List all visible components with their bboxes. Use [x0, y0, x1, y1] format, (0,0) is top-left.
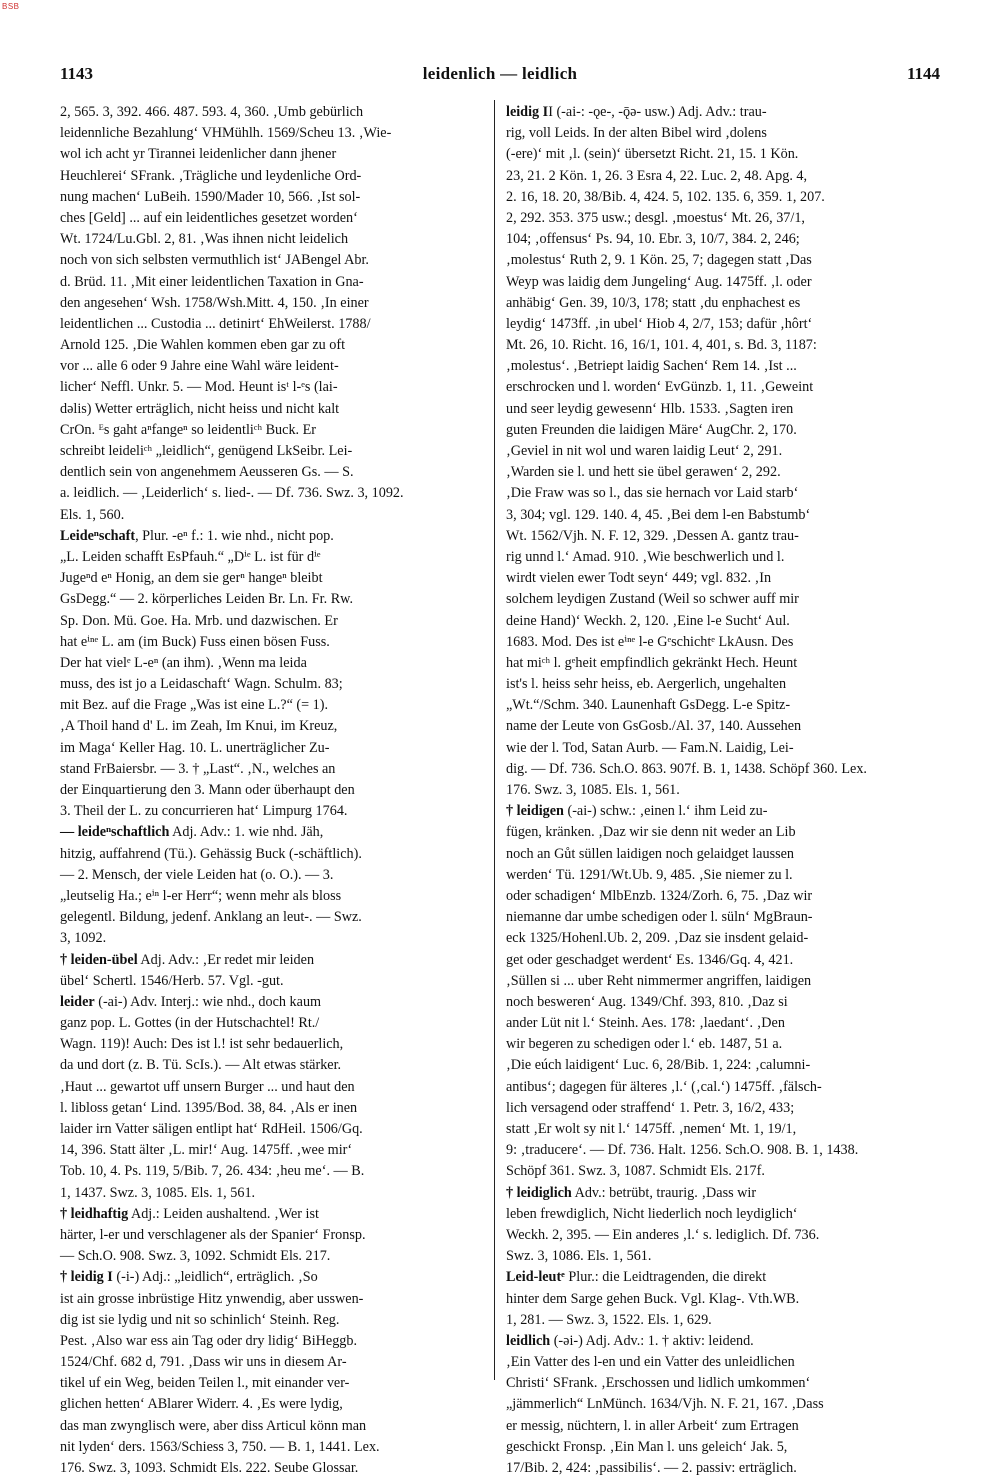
- text-line: dəlis) Wetter erträglich, nicht heiss und nicht kalt: [60, 400, 340, 417]
- text-line: oder schadigen‘ MlbEnzb. 1324/Zorh. 6, 75. ‚Daz wir: [506, 887, 813, 904]
- text-line: da und dort (z. B. Tü. ScIs.). — Alt etwas stärker.: [60, 1057, 342, 1074]
- text-line: 1, 1437. Swz. 3, 1085. Els. 1, 561.: [60, 1184, 256, 1201]
- text-line: GsDegg.“ — 2. körperliches Leiden Br. Ln. Fr. Rw.: [60, 591, 354, 608]
- headword: † leidiglich: [506, 1184, 572, 1201]
- left-column: [60, 102, 478, 1476]
- text-line: † leidig I (-i-) Adj.: „leidlich“, erträglich. ‚So: [60, 1269, 318, 1286]
- text-line: und seer leydig gewesenn‘ Hlb. 1533. ‚Sagten iren: [506, 400, 794, 417]
- text-line: nit lyden‘ ders. 1563/Schiess 3, 750. — B. 1, 1441. Lex.: [60, 1438, 380, 1455]
- text-line: wol ich acht yr Tirannei leidenlicher dann jhener: [60, 146, 337, 163]
- text-line: leidig II (-ai-: -ǫe-, -ǭə- usw.) Adj. Adv.: trau-: [506, 104, 767, 120]
- text-line: ‚Süllen si ... uber Reht nimmermer angriffen, laidigen: [506, 972, 812, 989]
- text-line: ‚Geviel in nit wol und waren laidig Leut‘ 2, 291.: [506, 443, 783, 459]
- headword: † leidhaftig: [60, 1205, 129, 1222]
- text-line: ‚Haut ... gewartot uff unsern Burger ... und haut den: [60, 1078, 355, 1095]
- text-line: wirdt vielen ewer Todt seyn‘ 449; vgl. 832. ‚In: [506, 570, 772, 587]
- text-line: ‚molestus‘ Ruth 2, 9. 1 Kön. 25, 7; dagegen statt ‚Das: [506, 252, 812, 269]
- text-line: ‚Warden sie l. und hett sie übel gerawen‘ 2, 292.: [506, 464, 781, 481]
- text-line: guten Freunden die laidigen Märe‘ AugChr. 2, 170.: [506, 421, 797, 438]
- headword: leider: [60, 993, 95, 1010]
- headword: † leidigen: [506, 803, 564, 820]
- headword: — leideⁿschaftlich: [60, 824, 170, 841]
- text-line: werden‘ Tü. 1291/Wt.Ub. 9, 485. ‚Sie niemer zu l.: [506, 866, 793, 883]
- text-line: erschrocken und l. worden‘ EvGünzb. 1, 11. ‚Geweint: [506, 379, 814, 396]
- page-header: [60, 64, 940, 90]
- text-line: laider irn Vatter säligen entlipt hat‘ RdHeil. 1506/Gq.: [60, 1121, 363, 1137]
- text-line: — 2. Mensch, der viele Leiden hat (o. O.). — 3.: [60, 866, 334, 883]
- text-line: Mt. 26, 10. Richt. 16, 16/1, 101. 4, 401, s. Bd. 3, 1187:: [506, 337, 817, 354]
- text-line: dig ist sie lydig und nit so schinlich‘ Steinh. Reg.: [60, 1311, 340, 1328]
- text-line: anhäbig‘ Gen. 39, 10/3, 178; statt ‚du enphachest es: [506, 294, 801, 311]
- text-line: † leidigen (-ai-) schw.: ‚einen l.‘ ihm Leid zu-: [506, 803, 768, 820]
- text-line: 1, 281. — Swz. 3, 1522. Els. 1, 629.: [506, 1311, 712, 1328]
- library-stamp: BSB: [2, 2, 20, 11]
- text-line: Wt. 1562/Vjh. N. F. 12, 329. ‚Dessen A. gantz trau-: [506, 527, 799, 544]
- text-line: ‚A Thoil hand d' L. im Zeah, Im Knui, im Kreuz,: [60, 718, 338, 735]
- text-line: Swz. 3, 1086. Els. 1, 561.: [506, 1248, 652, 1265]
- text-line: get oder geschadget werdent‘ Es. 1346/Gq. 4, 421.: [506, 951, 794, 968]
- text-line: leidentlichen ... Custodia ... detinirt‘ EhWeilerst. 1788/: [60, 315, 371, 332]
- right-column: [506, 102, 924, 1476]
- text-line: 2, 292. 353. 375 usw.; desgl. ‚moestus‘ Mt. 26, 37/1,: [506, 209, 805, 226]
- text-line: im Maga‘ Keller Hag. 10. L. unerträglicher Zu-: [60, 739, 330, 756]
- text-line: Der hat vielᵉ L-eⁿ (an ihm). ‚Wenn ma leida: [60, 654, 307, 671]
- text-line: stand FrBaiersbr. — 3. † „Last“. ‚N., welches an: [60, 760, 336, 777]
- text-line: name der Leute von GsGosb./Al. 37, 140. Aussehen: [506, 718, 802, 735]
- text-line: Pest. ‚Also war ess ain Tag oder dry lidig‘ BiHeggb.: [60, 1332, 358, 1349]
- text-line: dentlich sein von angenehmem Aeusseren Gs. — S.: [60, 464, 354, 481]
- text-line: ‚Die eúch laidigent‘ Luc. 6, 28/Bib. 1, 224: ‚calumni-: [506, 1057, 811, 1074]
- text-line: hinter dem Sarge gehen Buck. Vgl. Klag-. Vth.WB.: [506, 1290, 800, 1307]
- text-line: 1683. Mod. Des ist eⁱⁿᵉ l-e Gᵉschichtᵉ LkAusn. Des: [506, 633, 794, 650]
- text-line: Schöpf 361. Swz. 3, 1087. Schmidt Els. 217f.: [506, 1163, 765, 1180]
- text-line: ist ain grosse inbrüstige Hitz ynwendig, aber usswen-: [60, 1290, 364, 1307]
- text-line: er messig, nüchtern, l. in aller Arbeit‘ zum Ertragen: [506, 1417, 799, 1434]
- text-line: ist's l. heiss sehr heiss, eb. Aergerlich, ungehalten: [506, 676, 787, 693]
- text-line: leidennliche Bezahlung‘ VHMühlh. 1569/Scheu 13. ‚Wie-: [60, 125, 392, 142]
- text-line: † leidhaftig Adj.: Leiden aushaltend. ‚Wer ist: [60, 1205, 319, 1222]
- text-line: 1524/Chf. 682 d, 791. ‚Dass wir uns in diesem Ar-: [60, 1354, 347, 1371]
- running-title: leidenlich — leidlich: [422, 64, 578, 83]
- text-line: ‚Die Fraw was so l., das sie hernach vor Laid starb‘: [506, 485, 799, 502]
- text-line: † leidiglich Adv.: betrübt, traurig. ‚Dass wir: [506, 1184, 757, 1201]
- text-line: Jugeⁿd eⁿ Honig, an dem sie gerⁿ hangeⁿ bleibt: [60, 570, 323, 587]
- headword: leidlich: [506, 1332, 551, 1349]
- right-page-number: 1144: [906, 64, 940, 83]
- headword: † leidig I: [60, 1269, 113, 1286]
- text-line: rig, voll Leids. In der alten Bibel wird ‚dolens: [506, 125, 767, 142]
- text-line: 14, 396. Statt älter ‚L. mir!‘ Aug. 1475ff. ‚wee mir‘: [60, 1142, 353, 1159]
- text-line: a. leidlich. — ‚Leiderlich‘ s. lied-. — Df. 736. Swz. 3, 1092.: [60, 485, 404, 502]
- text-line: muss, des ist jo a Leidaschaft‘ Wagn. Schulm. 83;: [60, 676, 343, 693]
- text-line: Wagn. 119)! Auch: Des ist l.! ist sehr bedauerlich,: [60, 1036, 344, 1053]
- text-line: härter, l-er und verschlagener als der Spanier‘ Fronsp.: [60, 1226, 366, 1243]
- text-line: 9: ‚traducere‘. — Df. 736. Halt. 1256. Sch.O. 908. B. 1, 1438.: [506, 1142, 859, 1159]
- text-line: ches [Geld] ... auf ein leidentliches gesetzet worden‘: [60, 209, 358, 226]
- text-line: fügen, kränken. ‚Daz wir sie denn nit weder an Lib: [506, 824, 796, 841]
- text-line: Sp. Don. Mü. Goe. Ha. Mrb. und dazwischen. Er: [60, 612, 338, 629]
- text-line: hat eⁱⁿᵉ L. am (im Buck) Fuss einen bösen Fuss.: [60, 633, 330, 650]
- left-page-number: 1143: [60, 64, 94, 83]
- text-line: eck 1325/Hohenl.Ub. 2, 209. ‚Daz sie insdent gelaid-: [506, 930, 809, 947]
- text-line: noch besweren‘ Aug. 1349/Chf. 393, 810. ‚Daz si: [506, 993, 788, 1010]
- text-line: glichen hetten‘ ABlarer Widerr. 4. ‚Es were lydig,: [60, 1396, 343, 1413]
- text-line: Wt. 1724/Lu.Gbl. 2, 81. ‚Was ihnen nicht leidelich: [60, 231, 349, 248]
- text-line: hitzig, auffahrend (Tü.). Gehässig Buck (-schäftlich).: [60, 845, 362, 862]
- text-line: der Einquartierung den 3. Mann oder überhaupt den: [60, 782, 355, 798]
- text-line: leben frewdiglich, Nicht liederlich noch leydiglich‘: [506, 1205, 798, 1222]
- text-line: l. libloss getan‘ Lind. 1395/Bod. 38, 84. ‚Als er inen: [60, 1099, 358, 1116]
- text-line: übel‘ Schertl. 1546/Herb. 57. Vgl. -gut.: [60, 972, 284, 989]
- text-line: licher‘ Neffl. Unkr. 5. — Mod. Heunt isᵗ l-ᵉs (lai-: [60, 379, 338, 396]
- text-line: (-ere)‘ mit ‚l. (sein)‘ übersetzt Richt. 21, 15. 1 Kön.: [506, 146, 799, 163]
- text-line: ander Lüt nit l.‘ Steinh. Aes. 178: ‚laedant‘. ‚Den: [506, 1015, 785, 1032]
- text-line: 176. Swz. 3, 1085. Els. 1, 561.: [506, 782, 680, 798]
- text-line: „L. Leiden schafft EsPfauh.“ „Dⁱᵉ L. ist für dⁱᵉ: [60, 548, 321, 565]
- text-line: 3, 304; vgl. 129. 140. 4, 45. ‚Bei dem l-en Babstumb‘: [506, 506, 811, 523]
- text-line: ‚molestus‘. ‚Betriept laidig Sachen‘ Rem 14. ‚Ist ...: [506, 358, 797, 375]
- text-line: leydig‘ 1473ff. ‚in ubel‘ Hiob 4, 2/7, 153; dafür ‚hôrt‘: [506, 315, 813, 332]
- text-line: deine Hand)‘ Weckh. 2, 120. ‚Eine l-e Sucht‘ Aul.: [506, 612, 790, 629]
- text-line: Weyp was laidig dem Jungeling‘ Aug. 1475ff. ‚l. oder: [506, 273, 812, 290]
- text-line: Leideⁿschaft, Plur. -eⁿ f.: 1. wie nhd., nicht pop.: [60, 527, 334, 544]
- text-line: leidlich (-əi-) Adj. Adv.: 1. † aktiv: leidend.: [506, 1332, 754, 1349]
- text-line: — leideⁿschaftlich Adj. Adv.: 1. wie nhd. Jäh,: [60, 824, 324, 841]
- text-line: ‚Ein Vatter des l-en und ein Vatter des unleidlichen: [506, 1354, 795, 1371]
- text-line: Leid-leutᵉ Plur.: die Leidtragenden, die direkt: [506, 1269, 767, 1286]
- text-line: rig unnd l.‘ Amad. 910. ‚Wie beschwerlich und l.: [506, 548, 785, 565]
- text-line: niemanne dar umbe schedigen oder l. süln‘ MgBraun-: [506, 909, 813, 926]
- text-line: mit Bez. auf die Frage „Was ist eine L.?“ (= 1).: [60, 697, 329, 714]
- text-line: Heuchlerei‘ SFrank. ‚Trägliche und leydenliche Ord-: [60, 167, 362, 184]
- text-line: „leutselig Ha.; eⁱⁿ l-er Herr“; wenn mehr als bloss: [60, 887, 342, 904]
- text-line: lich versagend oder straffend‘ 1. Petr. 3, 16/2, 433;: [506, 1099, 795, 1116]
- headword: † leiden-übel: [60, 951, 138, 968]
- text-line: den angesehen‘ Wsh. 1758/Wsh.Mitt. 4, 150. ‚In einer: [60, 294, 369, 311]
- text-line: Weckh. 2, 395. — Ein anderes ‚l.‘ s. lediglich. Df. 736.: [506, 1226, 820, 1243]
- text-line: CrOn. ᴱs gaht aⁿfangeⁿ so leidentliᶜʰ Buck. Er: [60, 421, 317, 438]
- text-line: 3, 1092.: [60, 930, 107, 947]
- text-line: Tob. 10, 4. Ps. 119, 5/Bib. 7, 26. 434: ‚heu me‘. — B.: [60, 1163, 365, 1180]
- text-line: gelegentl. Bildung, jedenf. Anklang an leut-. — Swz.: [60, 909, 362, 926]
- text-line: noch von sich selbsten vermuthlich ist‘ JABengel Abr.: [60, 252, 369, 269]
- text-line: 2, 565. 3, 392. 466. 487. 593. 4, 360. ‚Umb gebürlich: [60, 104, 364, 120]
- text-line: 104; ‚offensus‘ Ps. 94, 10. Ebr. 3, 10/7, 384. 2, 246;: [506, 231, 800, 248]
- text-line: das man zwynglisch were, aber diss Articul könn man: [60, 1417, 367, 1434]
- text-line: „jämmerlich“ LnMünch. 1634/Vjh. N. F. 21, 167. ‚Dass: [506, 1396, 824, 1413]
- text-line: schreibt leideliᶜʰ „leidlich“, genügend LkSeibr. Lei-: [60, 443, 353, 459]
- text-line: statt ‚Er wolt sy nit l.‘ 1475ff. ‚nemen‘ Mt. 1, 19/1,: [506, 1121, 797, 1137]
- text-line: 17/Bib. 2, 424: ‚passibilis‘. — 2. passiv: erträglich.: [506, 1460, 797, 1476]
- text-line: 3. Theil der L. zu concurrieren hat‘ Limpurg 1764.: [60, 803, 348, 820]
- text-line: 2. 16, 18. 20, 38/Bib. 4, 424. 5, 102. 135. 6, 359. 1, 207.: [506, 188, 825, 205]
- text-line: tikel uf ein Weg, beiden Teilen l., mit einander ver-: [60, 1375, 350, 1392]
- text-line: † leiden-übel Adj. Adv.: ‚Er redet mir leiden: [60, 951, 315, 968]
- text-line: wir begeren zu schedigen oder l.‘ eb. 1487, 51 a.: [506, 1036, 783, 1053]
- headword: Leideⁿschaft: [60, 527, 136, 544]
- text-line: noch an Gůt süllen laidigen noch gelaidget laussen: [506, 845, 795, 862]
- text-line: 23, 21. 2 Kön. 1, 26. 3 Esra 4, 22. Luc. 2, 48. Apg. 4,: [506, 167, 808, 184]
- headword: leidig I: [506, 104, 549, 120]
- text-line: hat miᶜʰ l. gᵉheit empfindlich gekränkt Hech. Heunt: [506, 654, 798, 671]
- text-line: — Sch.O. 908. Swz. 3, 1092. Schmidt Els. 217.: [60, 1248, 331, 1265]
- text-line: leider (-ai-) Adv. Interj.: wie nhd., doch kaum: [60, 993, 322, 1010]
- headword: Leid-leutᵉ: [506, 1269, 565, 1286]
- text-line: nung machen‘ LuBeih. 1590/Mader 10, 566. ‚Ist sol-: [60, 188, 361, 205]
- text-line: geschickt Fronsp. ‚Ein Man l. uns geleich‘ Jak. 5,: [506, 1438, 788, 1455]
- text-line: d. Brüd. 11. ‚Mit einer leidentlichen Taxation in Gna-: [60, 273, 364, 290]
- text-line: Els. 1, 560.: [60, 506, 125, 523]
- text-line: solchem leydigen Zustand (Weil so schwer auff mir: [506, 591, 799, 608]
- text-line: vor ... alle 6 oder 9 Jahre eine Wahl wäre leident-: [60, 358, 339, 375]
- text-line: antibus‘; dagegen für älteres ‚l.‘ (‚cal.‘) 1475ff. ‚fälsch-: [506, 1078, 822, 1095]
- text-line: wie der l. Tod, Satan Aurb. — Fam.N. Laidig, Lei-: [506, 739, 794, 756]
- text-line: Arnold 125. ‚Die Wahlen kommen eben gar zu oft: [60, 337, 346, 354]
- text-line: ganz pop. L. Gottes (in der Hutschachtel! Rt./: [60, 1015, 320, 1032]
- column-divider: [494, 100, 495, 1380]
- text-line: 176. Swz. 3, 1093. Schmidt Els. 222. Seube Glossar.: [60, 1460, 359, 1476]
- text-line: „Wt.“/Schm. 340. Launenhaft GsDegg. L-e Spitz-: [506, 697, 791, 714]
- text-line: dig. — Df. 736. Sch.O. 863. 907f. B. 1, 1438. Schöpf 360. Lex.: [506, 760, 867, 777]
- text-line: Christi‘ SFrank. ‚Erschossen und lidlich umkommen‘: [506, 1375, 811, 1392]
